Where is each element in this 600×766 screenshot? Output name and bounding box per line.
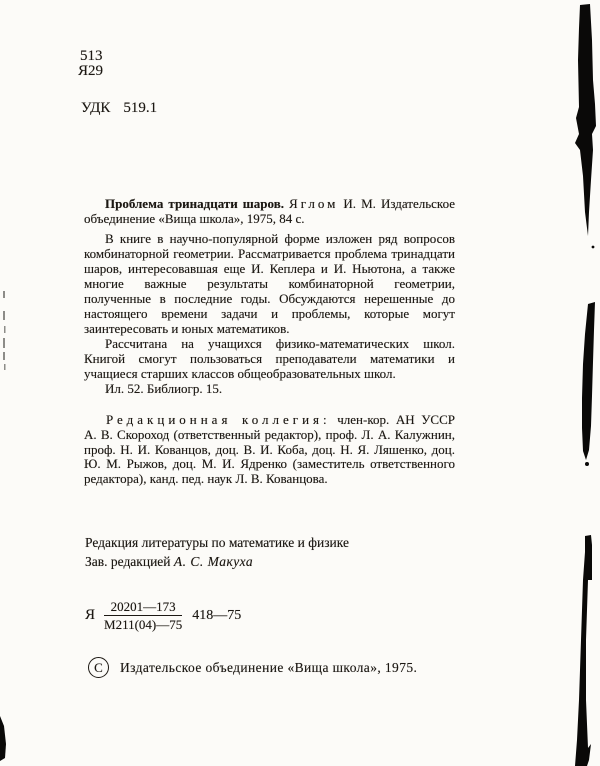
editorial-board-lead: Редакционная коллегия: [106,412,331,427]
order-code: 418—75 [192,607,242,623]
udc-number: 519.1 [123,100,158,116]
editorial-board-block [84,413,455,487]
scan-artifact-left-dashes [3,291,6,370]
index-denominator: М211(04)—75 [104,617,183,632]
copyright-symbol-icon: C [88,657,109,678]
series-letter: Я [85,607,96,623]
author-sign: Я29 [78,63,104,79]
udc-label: УДК [81,100,111,116]
editorial-board-paragraph [84,413,455,487]
copyright-line [88,657,417,678]
index-fraction [104,599,182,632]
scan-artifact-speck-1 [592,246,595,249]
classification-block [80,49,103,79]
annotation-block [84,196,455,396]
catalog-index-formula [85,599,241,632]
bibliographic-entry [84,196,455,226]
udc-line [81,100,157,117]
scan-artifact-bottom-left [0,716,6,761]
imprint-block [85,533,349,571]
editorial-board-members: член-кор. АН УССР А. В. Скороход (ответственный редактор), проф. Л. А. Калужнин, проф. Н. И. Кованцов, доц. В. И. Коба, доц. Н. Я. Ляшенко, доц. Ю. М. Рыжов, доц. М. И. Ядренко (заместитель ответственного редактора), канд. пед. наук Л. В. Кованцова. [84,412,456,487]
scan-artifact-right-middle [582,302,595,460]
scan-artifact-speck-2 [585,462,589,466]
book-title: Проблема тринадцати шаров. [105,196,284,211]
scan-artifact-right-bottom [575,535,592,766]
imprint-department: Редакция литературы по математике и физике [85,535,349,550]
copyright-notice: Издательское объединение «Вища школа», 1975. [120,659,418,675]
bbk-code: 513 [80,48,103,64]
annotation-summary: В книге в научно-популярной форме изложен ряд вопросов комбинаторной геометрии. Рассматривается проблема тринадцати шаров, интересовавшая еще И. Кеплера и И. Ньютона, а также многие важные результаты комбинаторной геометрии, полученные в последние годы. Обсуждаются нерешенные до настоящего времени задачи и проблемы, которые могут заинтересовать и юных математиков. [84,231,455,336]
annotation-stats: Ил. 52. Библиогр. 15. [105,381,223,396]
index-numerator: 20201—173 [104,599,182,616]
imprint-head-line [85,552,349,571]
annotation-audience: Рассчитана на учащихся физико-математических школ. Книгой смогут пользоваться преподаватели математики и учащиеся старших классов общеобразовательных школ. [84,336,455,381]
scan-artifact-right-top [575,4,596,236]
bibliographic-rest: И. М. Издательское объединение «Вища школа», 1975, 84 с. [84,196,456,226]
imprint-head-label: Зав. редакцией [85,554,171,569]
imprint-head-name: А. С. Макуха [173,554,254,569]
author-name: Яглом [289,196,339,211]
